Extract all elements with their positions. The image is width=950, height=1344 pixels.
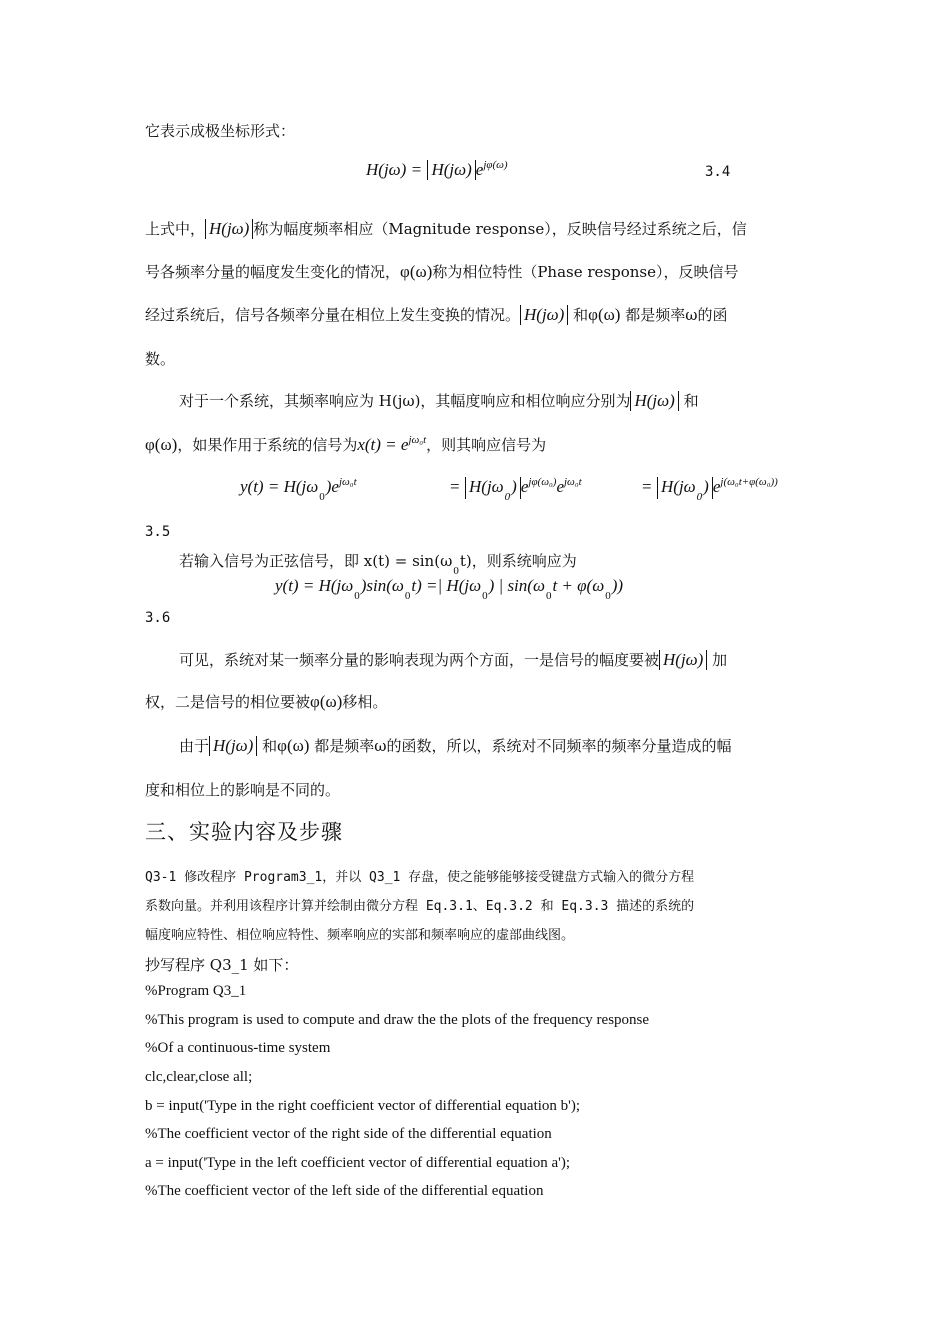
equation-3-5-part3: = $H(j\omega_0)$ $e^{j(\omega_0t+\varphi(\omega_0))}$	[642, 476, 778, 503]
equation-3-5-part1: $y(t) = H(j\omega_0)e^{j\omega_0t}$	[240, 476, 357, 503]
code-line: %The coefficient vector of the left side of the differential equation	[145, 1183, 544, 1199]
para1-line2: 号各频率分量的幅度发生变化的情况，φ(ω)称为相位特性（Phase response），反映信号	[145, 262, 739, 281]
para5-line1: 由于 H(jω) 和φ(ω) 都是频率ω的函数，所以，系统对不同频率的频率分量造成的幅	[179, 736, 732, 755]
code-line: %Program Q3_1	[145, 983, 247, 999]
equation-number-3-6: 3.6	[145, 610, 171, 626]
task-line2: 系数向量。并利用该程序计算并绘制由微分方程 Eq.3.1、Eq.3.2 和 Eq.3.3 描述的系统的	[145, 899, 695, 914]
intro-text: 它表示成极坐标形式：	[145, 122, 296, 140]
para4-line2: 权，二是信号的相位要被φ(ω)移相。	[145, 692, 388, 711]
para5-line2: 度和相位上的影响是不同的。	[145, 781, 341, 799]
para2-line2: φ(ω)，如果作用于系统的信号为$x(t) = e^{j\omega_0t}$，则其响应信号为	[145, 434, 547, 454]
equation-3-5-part2: = $H(j\omega_0)$ $e^{j\varphi(\omega_0)}e^{j\omega_0t}$	[450, 476, 582, 503]
code-line: %The coefficient vector of the right side of the differential equation	[145, 1126, 552, 1142]
code-line: %Of a continuous-time system	[145, 1040, 331, 1056]
para1-line3: 经过系统后，信号各频率分量在相位上发生变换的情况。 H(jω) 和φ(ω) 都是频率ω的函	[145, 305, 728, 324]
equation-3-4: H(jω) = H(jω) $e^{j\varphi(\omega)}$	[366, 159, 508, 179]
abs-h-jw0: $H(j\omega_0)$	[657, 477, 713, 499]
task-line3: 幅度响应特性、相位响应特性、频率响应的实部和频率响应的虚部曲线图。	[145, 928, 575, 943]
equation-number-3-4: 3.4	[705, 164, 731, 180]
section-heading: 三、实验内容及步骤	[145, 820, 343, 844]
para1-line1: 上式中， H(jω) 称为幅度频率相应（Magnitude response），反映信号经过系统之后，信	[145, 219, 747, 238]
code-line: clc,clear,close all;	[145, 1069, 253, 1085]
task-line4: 抄写程序 Q3_1 如下：	[145, 956, 299, 974]
code-line: %This program is used to compute and draw the the plots of the frequency response	[145, 1012, 650, 1028]
abs-h-jw0: $H(j\omega_0)$	[465, 477, 521, 499]
task-line1: Q3-1 修改程序 Program3_1，并以 Q3_1 存盘，使之能够能够接受键盘方式输入的微分方程	[145, 870, 695, 885]
equation-number-3-5: 3.5	[145, 524, 171, 540]
para3: 若输入信号为正弦信号，即 $x(t) = \sin(\omega_0t)$，则系统响应为	[179, 552, 577, 577]
equation-3-6: $y(t) = H(j\omega_0)\sin(\omega_0t)$ =| $H(j\omega_0)$ | $\sin(\omega_0t + \varphi(\omega_0))$	[275, 576, 624, 602]
para4-line1: 可见，系统对某一频率分量的影响表现为两个方面，一是信号的幅度要被 H(jω) 加	[179, 650, 728, 669]
para2-line1: 对于一个系统，其频率响应为 H(jω)，其幅度响应和相位响应分别为 H(jω) 和	[179, 391, 699, 410]
code-line: b = input('Type in the right coefficient vector of differential equation b');	[145, 1098, 581, 1114]
para1-line4: 数。	[145, 350, 176, 368]
code-line: a = input('Type in the left coefficient vector of differential equation a');	[145, 1155, 571, 1171]
